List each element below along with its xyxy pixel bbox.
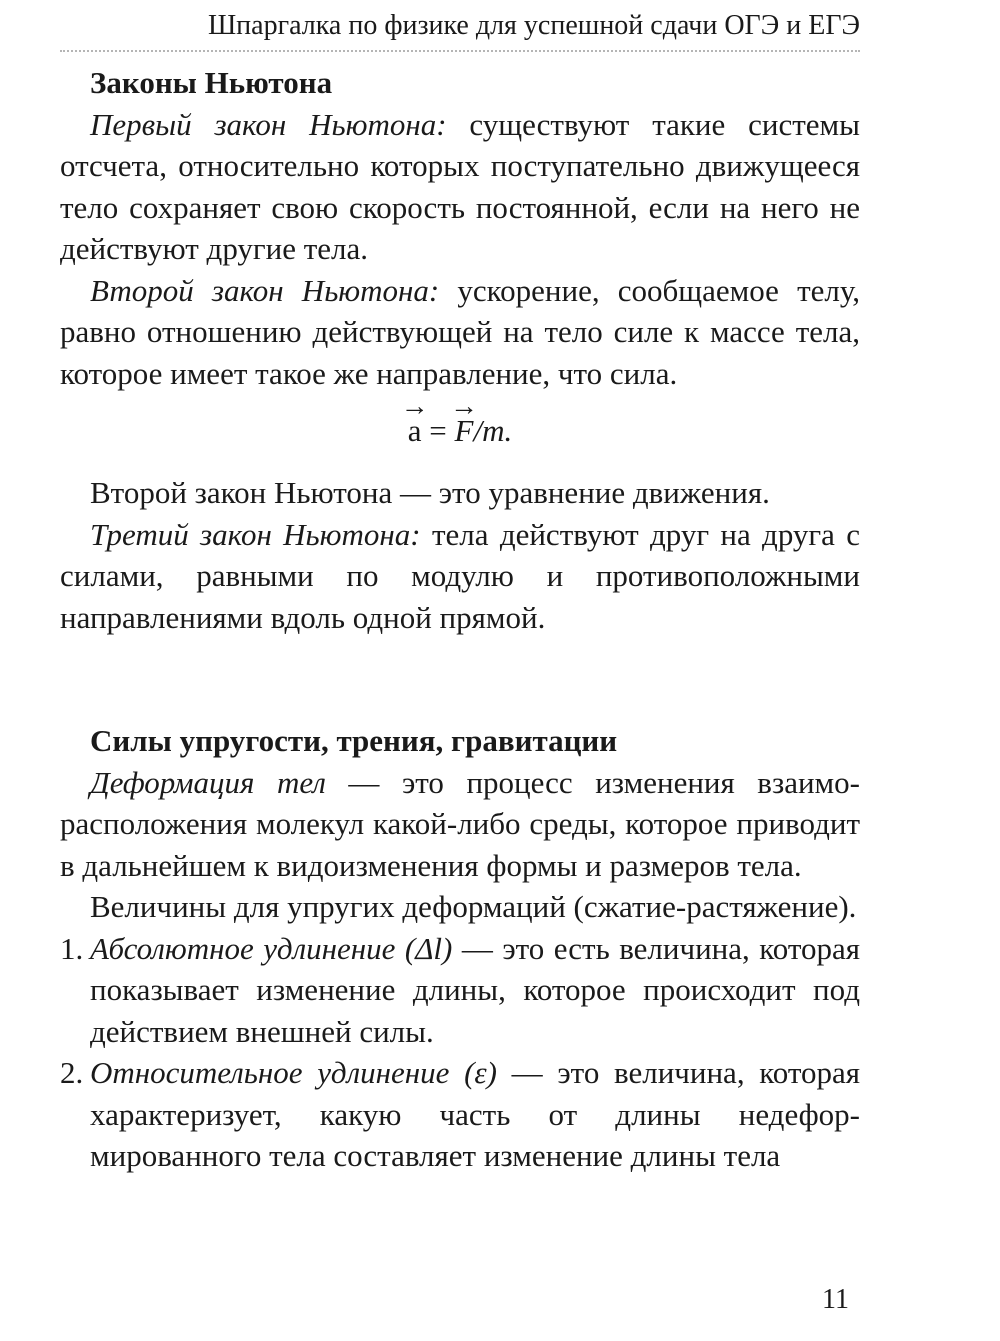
vector-a: → a (408, 410, 422, 452)
section-title-newton-laws: Законы Ньютона (90, 65, 333, 100)
paragraph-first-law (60, 104, 860, 270)
text-third-law: тела действуют друг на друга с силами, равными по модулю и противоположными направлениями вдоль одной прямой. (60, 516, 860, 635)
text-second-law: ускорение, сообщаемое телу, равно отношению действующей на тело силе к массе тела, которое имеет такое же направление, что сила. (60, 272, 861, 391)
list-item-number: 2. (60, 1055, 84, 1090)
paragraph-equation-of-motion: Второй закон Ньютона — это уравнение движения. (90, 475, 770, 510)
formula-equals: = (421, 413, 455, 448)
text-deformation: — это процесс изменения взаиморасположения молекул какой-либо среды, которое приводит в дальнейшем к видоизменения формы и размеров тела. (60, 764, 860, 883)
term-first-law: Первый закон Ньютона: (90, 106, 447, 142)
section-gap (60, 638, 860, 720)
vector-f: → F (455, 410, 474, 452)
text-first-law: существуют такие системы отсчета, относительно которых поступательно движущееся тело сохраняет свою скорость постоянной, если на него не действуют другие тела. (60, 106, 860, 266)
text-relative-elongation: — это величина, которая характеризует, какую часть от длины недеформированного тела составляет изменение длины тела (90, 1055, 861, 1173)
term-absolute-elongation: Абсолютное удлинение (Δl) (90, 930, 453, 966)
list-item (60, 928, 860, 1053)
term-deformation: Деформация тел (90, 764, 326, 800)
term-second-law: Второй закон Ньютона: (90, 272, 440, 308)
term-third-law: Третий закон Ньютона: (90, 516, 421, 552)
section-title-forces: Силы упругости, трения, гравитации (90, 723, 618, 758)
term-relative-elongation: Относительное удлинение (ε) (90, 1055, 497, 1090)
quantities-list (60, 928, 860, 1177)
paragraph-quantities-intro: Величины для упругих деформаций (сжатие-растяжение). (90, 889, 857, 924)
paragraph-second-law (60, 270, 860, 395)
list-item (60, 1052, 860, 1177)
page-content (60, 62, 860, 1177)
running-head: Шпаргалка по физике для успешной сдачи ОГЭ и ЕГЭ (60, 8, 860, 52)
formula-second-law (60, 394, 860, 472)
text-absolute-elongation: — это есть величина, которая показывает изменение длины, которое происходит под действием внешней силы. (90, 930, 860, 1049)
page-number: 11 (822, 1284, 849, 1315)
formula-over-mass: /m. (473, 413, 513, 448)
paragraph-deformation (60, 762, 860, 887)
list-item-number: 1. (60, 930, 84, 966)
paragraph-third-law (60, 514, 860, 639)
